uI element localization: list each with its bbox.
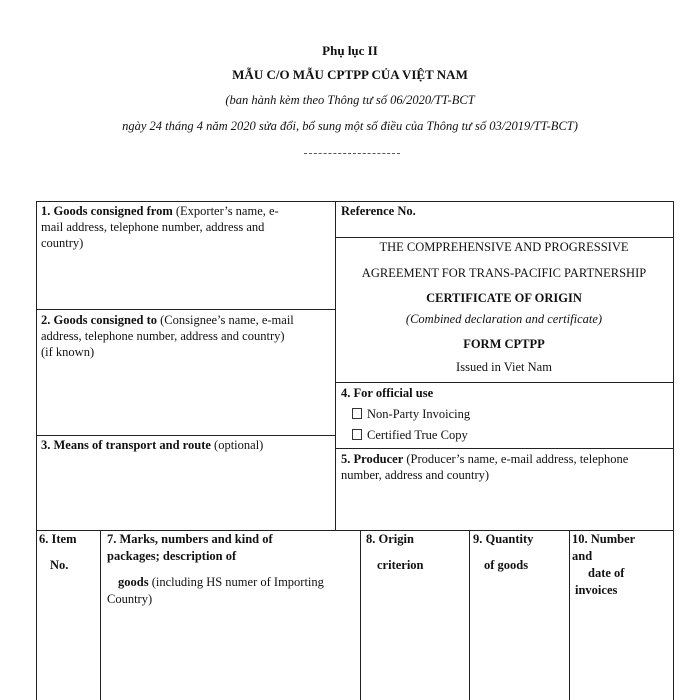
col-divider-9-10 <box>569 530 570 700</box>
col-invoice-number-date <box>572 531 672 599</box>
col9-line2: of goods <box>484 558 529 572</box>
col10-line2: and <box>572 549 593 563</box>
col6-line2: No. <box>50 558 69 572</box>
checkbox-icon[interactable] <box>352 408 362 419</box>
box2-bottom <box>36 435 335 436</box>
box2-label: 2. Goods consigned to <box>41 313 157 327</box>
checkbox-icon[interactable] <box>352 429 362 440</box>
col7-goods: goods <box>118 575 149 589</box>
reference-bottom <box>335 237 673 238</box>
box5-producer <box>341 451 671 483</box>
col-divider-7-8 <box>360 530 361 700</box>
col-divider-8-9 <box>469 530 470 700</box>
col8-line2: criterion <box>377 558 424 572</box>
certificate-title: CERTIFICATE OF ORIGIN <box>426 291 582 305</box>
col7-line4: Country) <box>107 592 153 606</box>
certificate-bottom <box>335 382 673 383</box>
box2-desc-1: (Consignee’s name, e-mail <box>157 313 294 327</box>
document-title: MẪU C/O MẪU CPTPP CỦA VIỆT NAM <box>232 67 468 82</box>
col10-line3: date of <box>588 566 625 580</box>
box3-desc: (optional) <box>210 438 264 452</box>
col10-line4: invoices <box>575 583 618 597</box>
col-quantity <box>473 531 568 574</box>
form-border-left <box>36 201 37 700</box>
agreement-line-1: THE COMPREHENSIVE AND PROGRESSIVE <box>379 240 629 254</box>
issued-with-note: (ban hành kèm theo Thông tư số 06/2020/TT-BCT <box>225 93 475 107</box>
box3-transport <box>41 437 331 453</box>
certificate-subtitle: (Combined declaration and certificate) <box>405 312 603 326</box>
box1-desc-3: country) <box>41 236 84 250</box>
col8-line1: 8. Origin <box>366 532 414 546</box>
appendix-label: Phụ lục II <box>322 43 378 58</box>
box1-bottom <box>36 309 335 310</box>
box2-consigned-to <box>41 312 331 360</box>
box5-desc-2: number, address and country) <box>341 468 490 482</box>
box2-desc-2: address, telephone number, address and country) <box>41 329 285 343</box>
amendment-note: ngày 24 tháng 4 năm 2020 sửa đổi, bổ sung một số điều của Thông tư số 03/2019/TT-BCT) <box>122 119 578 133</box>
box1-consigned-from <box>41 203 331 251</box>
box1-label: 1. Goods consigned from <box>41 204 173 218</box>
box5-desc-1: (Producer’s name, e-mail address, telephone <box>403 452 629 466</box>
col6-line1: 6. Item <box>39 532 77 546</box>
non-party-invoicing-option[interactable] <box>352 407 470 422</box>
col-marks-description <box>107 531 359 608</box>
col7-line1: 7. Marks, numbers and kind of <box>107 532 273 546</box>
col9-line1: 9. Quantity <box>473 532 534 546</box>
header-separator <box>304 153 400 154</box>
reference-no-label: Reference No. <box>341 204 416 218</box>
box3-label: 3. Means of transport and route <box>41 438 211 452</box>
col-item-no <box>39 531 99 574</box>
agreement-line-2: AGREEMENT FOR TRANS-PACIFIC PARTNERSHIP <box>361 266 647 280</box>
certified-true-copy-label: Certified True Copy <box>367 428 468 442</box>
box5-label: 5. Producer <box>341 452 404 466</box>
non-party-invoicing-label: Non-Party Invoicing <box>367 407 471 421</box>
form-name: FORM CPTPP <box>463 337 545 351</box>
form-border-right <box>673 201 674 700</box>
box1-desc-2: mail address, telephone number, address and <box>41 220 265 234</box>
box4-label: 4. For official use <box>341 386 434 400</box>
form-border-top <box>36 201 674 202</box>
certified-true-copy-option[interactable] <box>352 428 468 443</box>
col10-line1: 10. Number <box>572 532 636 546</box>
box1-desc-1: (Exporter’s name, e- <box>172 204 279 218</box>
col-origin-criterion <box>366 531 466 574</box>
col7-line2: packages; description of <box>107 549 237 563</box>
box2-desc-3: (if known) <box>41 345 95 359</box>
col7-line3: (including HS numer of Importing <box>148 575 324 589</box>
col-divider-6-7 <box>100 530 101 700</box>
issued-in: Issued in Viet Nam <box>456 360 552 374</box>
box4-bottom <box>335 448 673 449</box>
